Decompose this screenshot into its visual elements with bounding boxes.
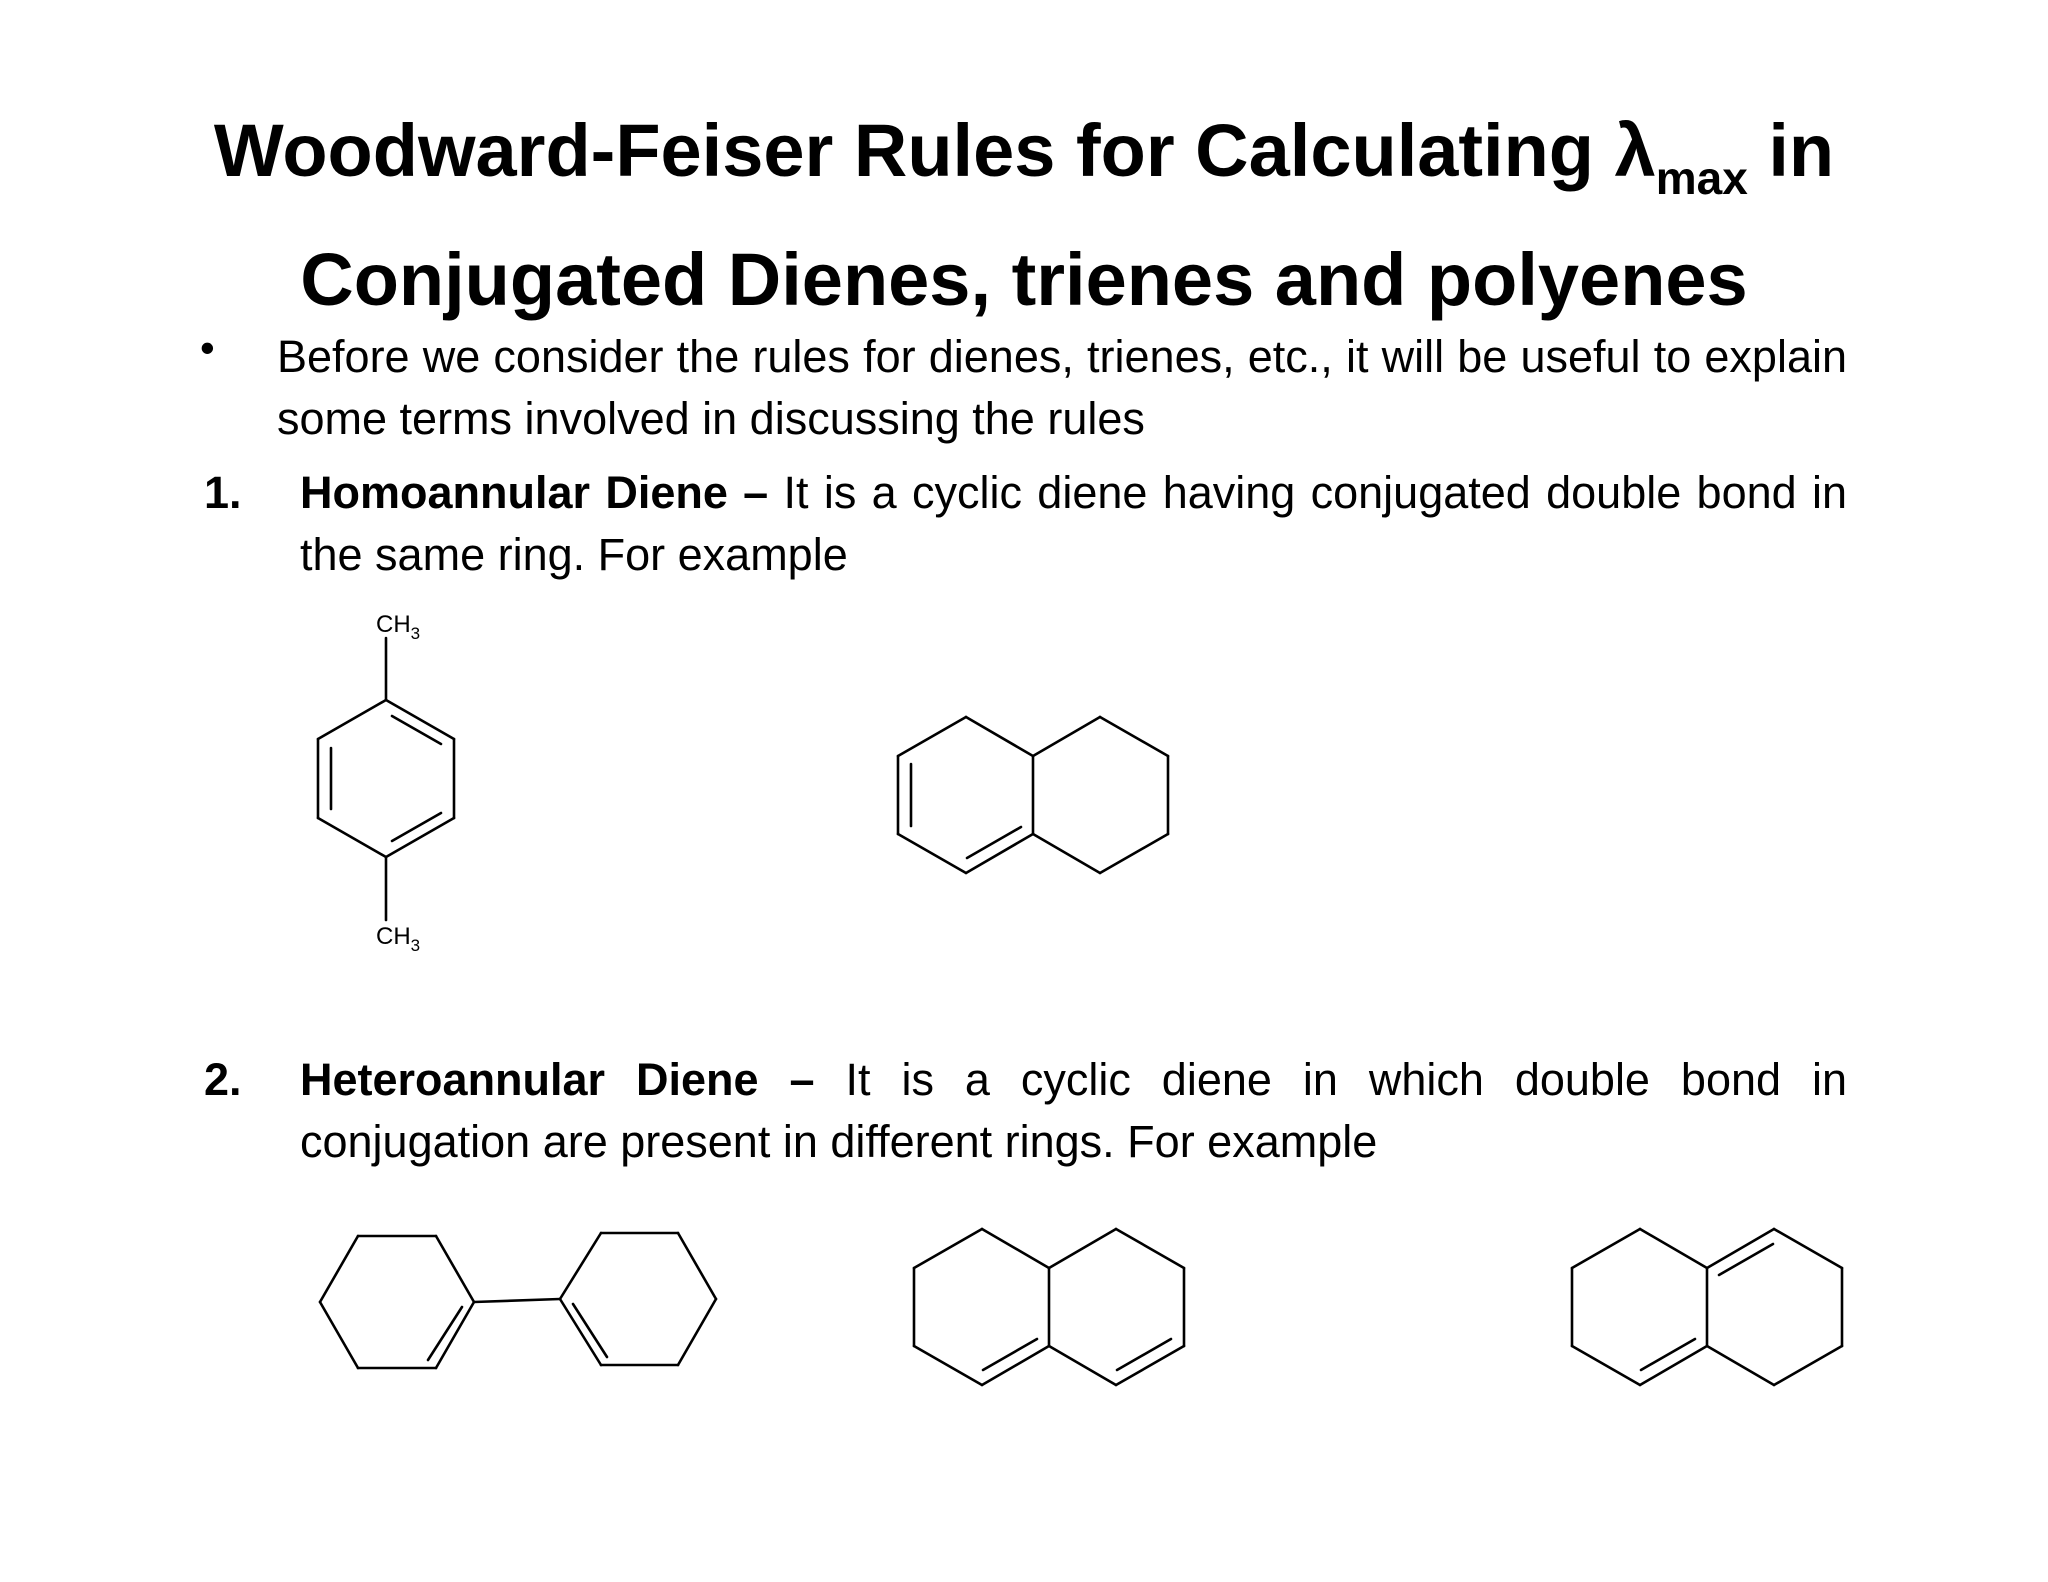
title-line-2: Conjugated Dienes, trienes and polyenes [300,238,1748,321]
title-text: Woodward-Feiser Rules for Calculating λ [213,109,1656,192]
heteroannular-bicyclic-diene-structure [914,1229,1184,1385]
intro-paragraph: Before we consider the rules for dienes, trienes, etc., it will be useful to explain some terms involved in discussing the rules [277,331,1847,444]
title-suffix: in [1747,109,1835,192]
item-1-term: Homoannular Diene – [300,467,769,518]
methyl-label-top: $CH_3$ [376,611,421,643]
item-2-term: Heteroannular Diene – [300,1054,815,1105]
item-1-number: 1. [204,467,242,518]
homoannular-bicyclic-diene-structure [898,717,1168,873]
heteroannular-octalin-diene-structure [1572,1229,1842,1385]
item-1-text: It is a cyclic diene having conjugated double bond in the same ring. For example [300,467,1848,580]
item-2-text: It is a cyclic diene in which double bond in conjugation are present in different rings. For example [300,1054,1847,1167]
p-xylene-structure [318,638,454,920]
bullet-dot: • [200,324,215,371]
bicyclohexenyl-structure [320,1233,716,1368]
title-subscript: max [1655,152,1748,204]
methyl-label-bottom: $CH_3$ [376,923,421,955]
item-2-number: 2. [204,1054,242,1105]
